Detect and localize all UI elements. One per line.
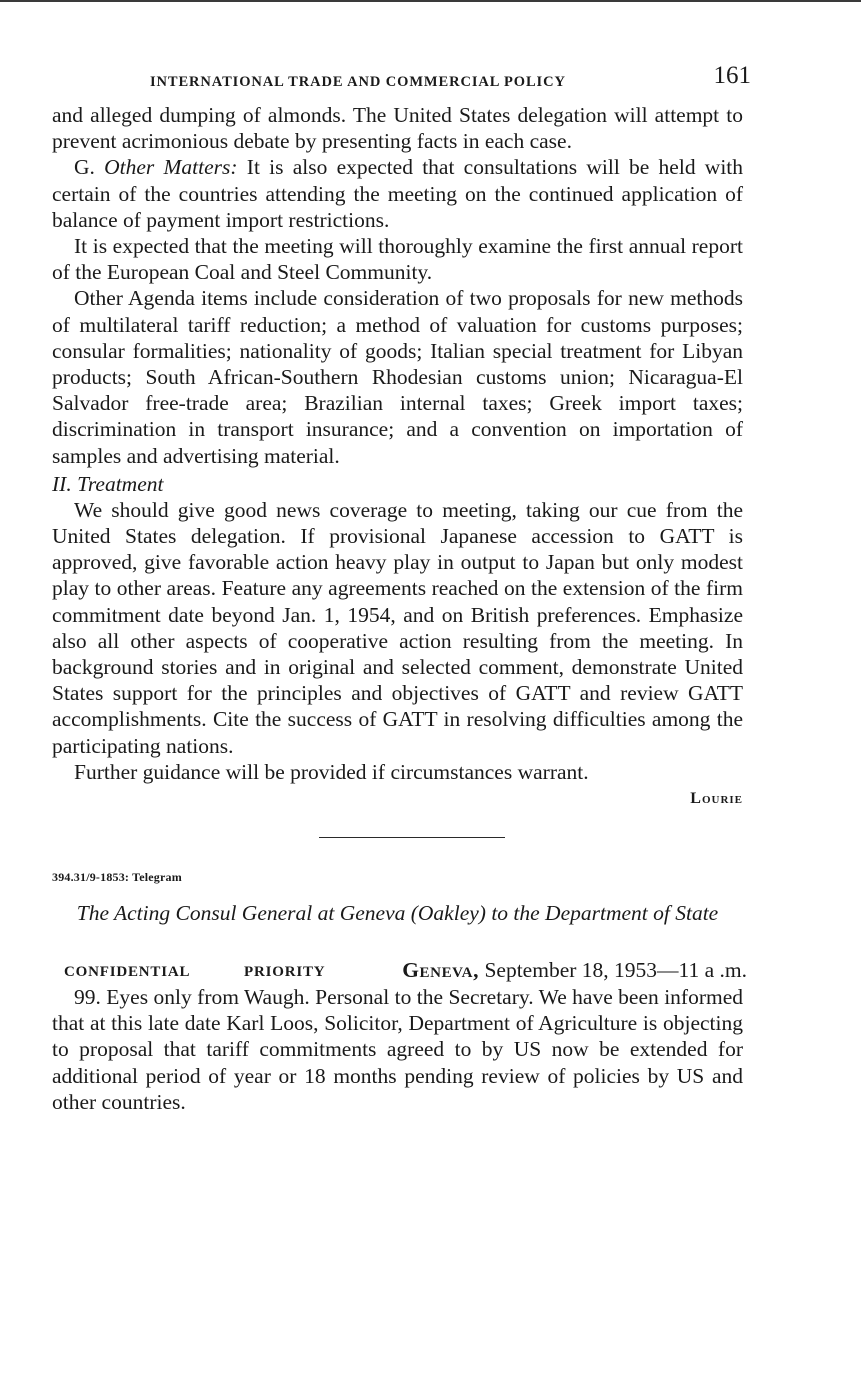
- paragraph-treatment: We should give good news coverage to meeting, taking our cue from the United States delegation. If provisional Japanese accession to GATT is approved, give favorable action heavy play in output to Japan but only modest play to other areas. Feature any agreements reached on the extension of the firm commitment date beyond Jan. 1, 1954, and on British preferences. Emphasize also all other aspects of cooperative action resulting from the meeting. In background stories and in original and selected comment, demonstrate United States support for the principles and objectives of GATT and review GATT accomplishments. Cite the success of GATT in resolving difficulties among the participating nations.: [52, 497, 743, 758]
- running-head: [150, 62, 751, 102]
- running-head-title: INTERNATIONAL TRADE AND COMMERCIAL POLICY: [150, 74, 566, 90]
- paragraph-coal-steel: It is expected that the meeting will thoroughly examine the first annual report of the European Coal and Steel Community.: [52, 234, 743, 285]
- telegram-body: 99. Eyes only from Waugh. Personal to the Secretary. We have been informed that at this late date Karl Loos, Solicitor, Department of Agriculture is objecting to proposal that tariff commitments agreed to by US now be extended for additional period of year or 18 months pending review of policies by US and other countries.: [52, 985, 743, 1114]
- paragraph-almonds: and alleged dumping of almonds. The United States delegation will attempt to prevent acrimonious debate by presenting facts in each case.: [52, 103, 743, 154]
- other-matters-text: It is also expected that consultations will be held with certain of the countries attending the meeting on the continued application of balance of payment import restrictions.: [52, 155, 744, 232]
- paragraph-further-guidance: Further guidance will be provided if circumstances warrant.: [74, 759, 589, 784]
- paragraph-agenda-items: Other Agenda items include consideration of two proposals for new methods of multilateral tariff reduction; a method of valuation for customs purposes; consular formalities; nationality of goods; Italian special treatment for Libyan products; South African-Southern Rhodesian customs union; Nicaragua-El Salvador free-trade area; Brazilian internal taxes; Greek import taxes; discrimination in transport insurance; and a convention on importation of samples and advertising material.: [52, 286, 743, 468]
- paragraph-other-matters: [52, 154, 743, 233]
- priority: PRIORITY: [244, 964, 326, 981]
- file-reference: 394.31/9-1853: Telegram: [52, 870, 182, 885]
- telegram-title: The Acting Consul General at Geneva (Oakley) to the Department of State: [76, 901, 719, 926]
- other-matters-heading: Other Matters:: [104, 155, 238, 180]
- section-heading-treatment: II. Treatment: [52, 471, 164, 496]
- place: Geneva,: [402, 958, 480, 983]
- other-matters-label: G.: [74, 155, 105, 180]
- telegram-header: [52, 956, 747, 984]
- signature-lourie: Lourie: [690, 790, 743, 808]
- date: September 18, 1953—11 a .m.: [479, 958, 747, 983]
- page-number: 161: [713, 62, 751, 89]
- top-rule: [0, 0, 861, 2]
- place-date: [402, 956, 747, 984]
- classification: CONFIDENTIAL: [64, 964, 191, 981]
- section-divider: [319, 837, 505, 838]
- page-content: [52, 102, 747, 1115]
